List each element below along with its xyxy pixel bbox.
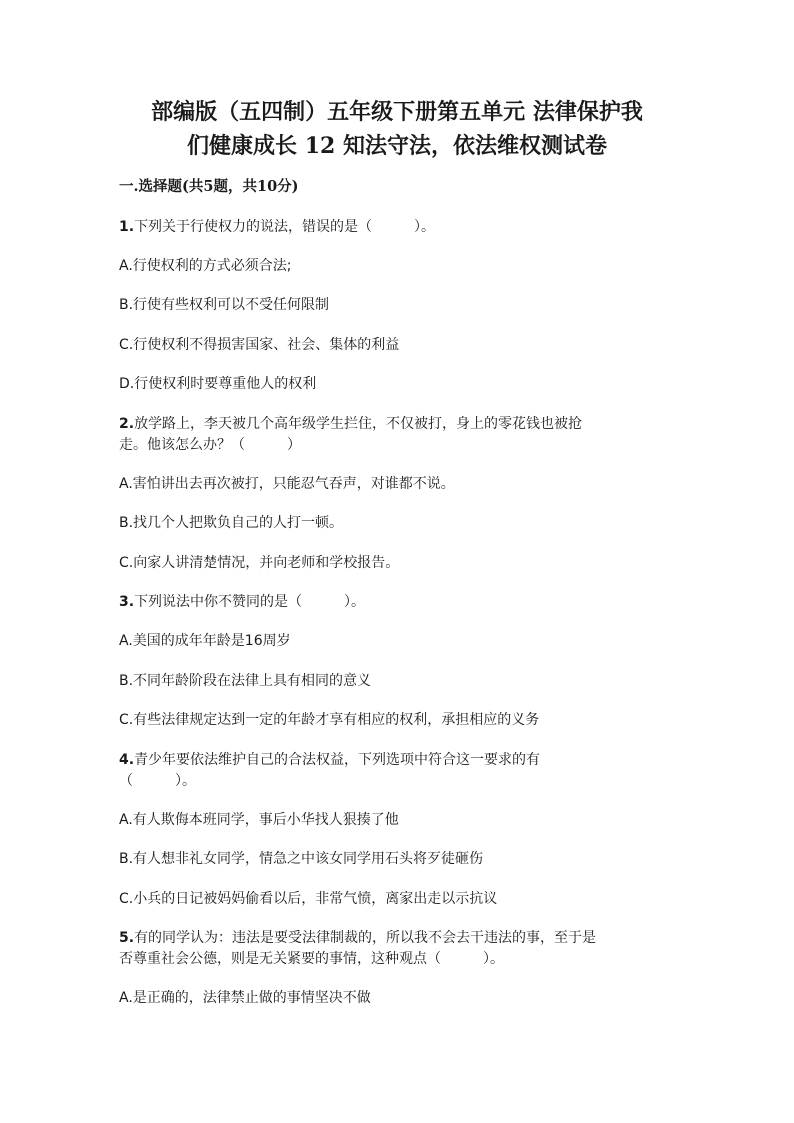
question-text: 放学路上，李天被几个高年级学生拦住，不仅被打，身上的零花钱也被抢 — [134, 416, 583, 432]
question-2-stem — [119, 413, 582, 435]
question-4-option-b: B.有人想非礼女同学，情急之中该女同学用石头将歹徒砸伤 — [119, 851, 484, 867]
question-3-stem — [119, 591, 365, 613]
question-number: 4. — [119, 752, 135, 768]
question-1-option-d: D.行使权利时要尊重他人的权利 — [119, 376, 317, 392]
question-1-stem — [119, 216, 435, 238]
question-3-option-b: B.不同年龄阶段在法律上具有相同的意义 — [119, 673, 372, 689]
question-1-option-c: C.行使权利不得损害国家、社会、集体的利益 — [119, 337, 400, 353]
question-3-option-a: A.美国的成年年龄是16周岁 — [119, 633, 291, 649]
question-1-option-b: B.行使有些权利可以不受任何限制 — [119, 297, 330, 313]
question-number: 1. — [119, 219, 135, 235]
question-text: 青少年要依法维护自己的合法权益，下列选项中符合这一要求的有 — [134, 752, 541, 768]
document-title-line-1: 部编版（五四制）五年级下册第五单元 法律保护我 — [151, 99, 643, 125]
question-2-option-c: C.向家人讲清楚情况，并向老师和学校报告。 — [119, 555, 400, 571]
question-4-option-a: A.有人欺侮本班同学，事后小华找人狠揍了他 — [119, 812, 399, 828]
question-number: 3. — [119, 594, 135, 610]
document-title-line-2: 们健康成长 12 知法守法，依法维权测试卷 — [187, 133, 607, 159]
question-2-option-b: B.找几个人把欺负自己的人打一顿。 — [119, 515, 344, 531]
question-number: 5. — [119, 930, 135, 946]
question-1-option-a: A.行使权利的方式必须合法; — [119, 258, 292, 274]
question-number: 2. — [119, 416, 135, 432]
question-text: 下列关于行使权力的说法，错误的是（ ）。 — [134, 219, 436, 235]
question-2-option-a: A.害怕讲出去再次被打，只能忍气吞声，对谁都不说。 — [119, 476, 455, 492]
question-4-stem — [119, 749, 540, 771]
question-4-stem-continued: （ ）。 — [119, 773, 196, 789]
question-text: 有的同学认为：违法是要受法律制裁的，所以我不会去干违法的事，至于是 — [134, 930, 597, 946]
question-5-stem — [119, 927, 596, 949]
question-text: 下列说法中你不赞同的是（ ）。 — [134, 594, 366, 610]
question-3-option-c: C.有些法律规定达到一定的年龄才享有相应的权利，承担相应的义务 — [119, 712, 540, 728]
section-heading: 一.选择题(共5题，共10分) — [119, 178, 299, 195]
question-2-stem-continued: 走。他该怎么办？（ ） — [119, 437, 301, 453]
question-5-stem-continued: 否尊重社会公德，则是无关紧要的事情，这种观点（ ）。 — [119, 951, 504, 967]
question-5-option-a: A.是正确的，法律禁止做的事情坚决不做 — [119, 990, 371, 1006]
question-4-option-c: C.小兵的日记被妈妈偷看以后，非常气愤，离家出走以示抗议 — [119, 891, 498, 907]
